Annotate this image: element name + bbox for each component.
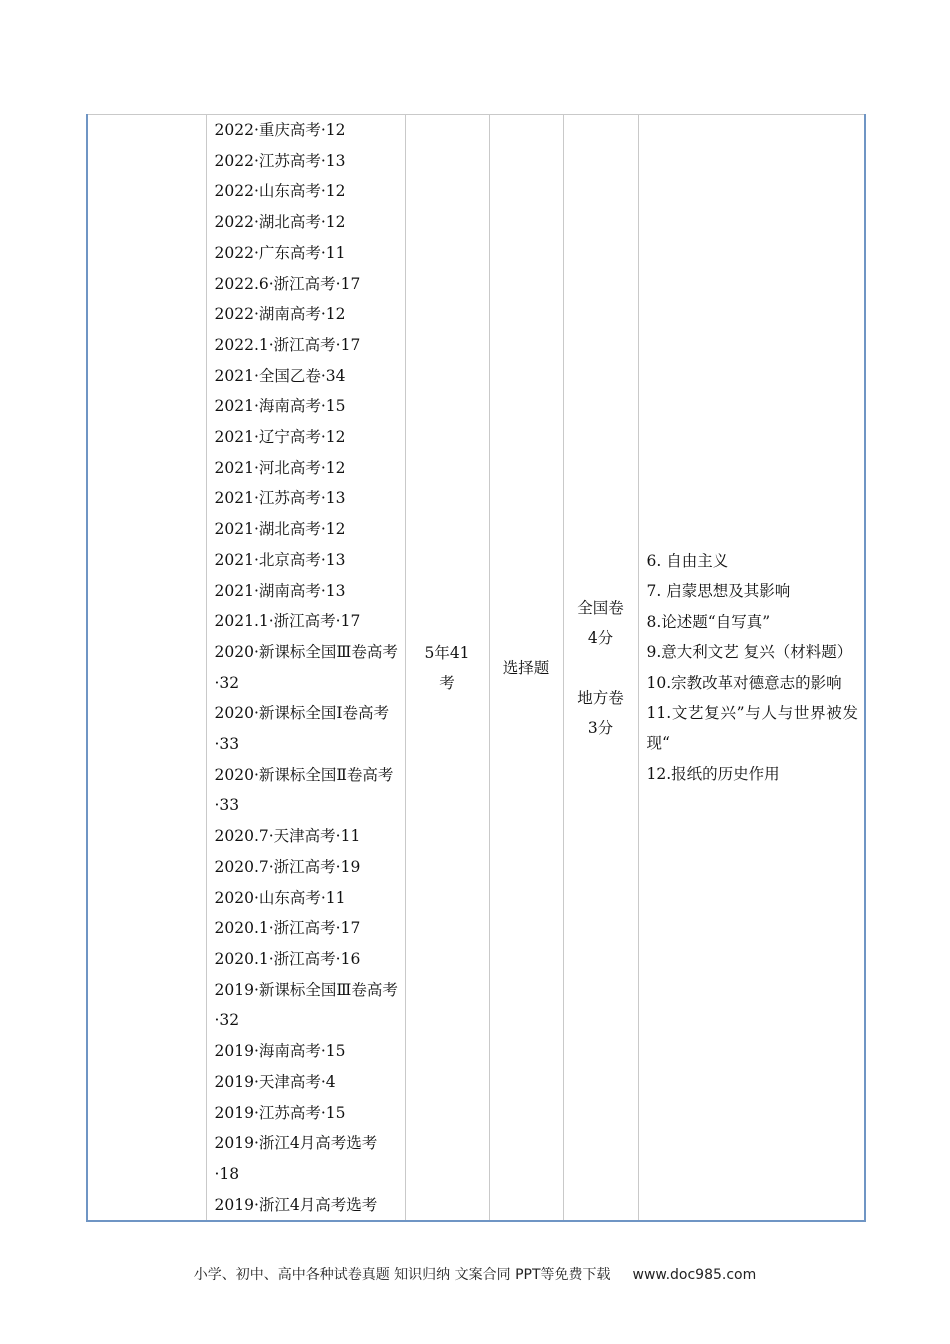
topics-cell [638, 115, 865, 1222]
list-item: 2021·辽宁高考·12 [214, 428, 346, 447]
topic-list [647, 546, 859, 789]
list-item: 6. 自由主义 [646, 552, 729, 571]
list-item: 12.报纸的历史作用 [646, 764, 780, 783]
list-item: 2019·江苏高考·15 [214, 1103, 346, 1122]
list-item: 2019·浙江4月高考选考·18 [214, 1134, 378, 1183]
list-item: 2020.7·天津高考·11 [214, 827, 361, 846]
empty-cell [87, 115, 206, 1222]
question-type-text: 选择题 [502, 658, 550, 677]
list-item: 2022·山东高考·12 [214, 182, 346, 201]
list-item: 2020.7·浙江高考·19 [214, 857, 361, 876]
score-local: 地方卷3分 [577, 688, 624, 737]
list-item: 2022.6·浙江高考·17 [214, 274, 361, 293]
list-item: 2021.1·浙江高考·17 [214, 612, 361, 631]
list-item: 2021·河北高考·12 [214, 458, 346, 477]
list-item: 2022·湖北高考·12 [214, 213, 346, 232]
footer-url[interactable]: www.doc985.com [632, 1267, 757, 1283]
list-item: 2021·海南高考·15 [214, 397, 346, 416]
question-type-cell [489, 115, 563, 1222]
list-item: 2022.1·浙江高考·17 [214, 335, 361, 354]
score-national: 全国卷4分 [577, 598, 624, 647]
exam-reference-list [215, 115, 401, 1220]
list-item: 2019·天津高考·4 [214, 1072, 336, 1091]
list-item: 2020·新课标全国Ⅱ卷高考·33 [214, 765, 394, 815]
list-item: 2021·全国乙卷·34 [214, 366, 346, 385]
list-item: 2020·山东高考·11 [214, 888, 346, 907]
list-item: 2022·重庆高考·12 [214, 121, 346, 139]
list-item: 2019·浙江4月高考选考 [214, 1195, 378, 1214]
list-item: 9.意大利文艺 复兴（材料题） [646, 643, 853, 662]
list-item: 2021·江苏高考·13 [214, 489, 346, 508]
list-item: 2020.1·浙江高考·16 [214, 949, 361, 968]
frequency-cell [405, 115, 489, 1222]
exam-reference-cell [206, 115, 405, 1222]
list-item: 2020·新课标全国Ⅰ卷高考·33 [214, 704, 389, 754]
list-item: 7. 启蒙思想及其影响 [646, 582, 791, 601]
list-item: 2019·新课标全国Ⅲ卷高考·32 [214, 980, 398, 1030]
list-item: 2021·北京高考·13 [214, 550, 346, 569]
list-item: 11.文艺复兴”与人与世界被发现“ [646, 704, 858, 753]
list-item: 2022·湖南高考·12 [214, 305, 346, 324]
frequency-text: 5年41考 [424, 643, 470, 692]
score-cell [563, 115, 638, 1222]
page-footer [0, 1264, 950, 1284]
list-item: 2020.1·浙江高考·17 [214, 919, 361, 938]
list-item: 2022·江苏高考·13 [214, 151, 346, 170]
list-item: 8.论述题“自写真” [646, 612, 771, 631]
list-item: 2021·湖北高考·12 [214, 520, 346, 539]
list-item: 10.宗教改革对德意志的影响 [646, 673, 842, 692]
list-item: 2021·湖南高考·13 [214, 581, 346, 600]
exam-analysis-table [86, 114, 866, 1222]
score-spacer [564, 653, 638, 683]
list-item: 2019·海南高考·15 [214, 1042, 346, 1061]
footer-text: 小学、初中、高中各种试卷真题 知识归纳 文案合同 PPT等免费下载 [193, 1267, 611, 1283]
list-item: 2020·新课标全国Ⅲ卷高考·32 [214, 642, 398, 692]
table-row [87, 115, 865, 1222]
list-item: 2022·广东高考·11 [214, 243, 346, 262]
